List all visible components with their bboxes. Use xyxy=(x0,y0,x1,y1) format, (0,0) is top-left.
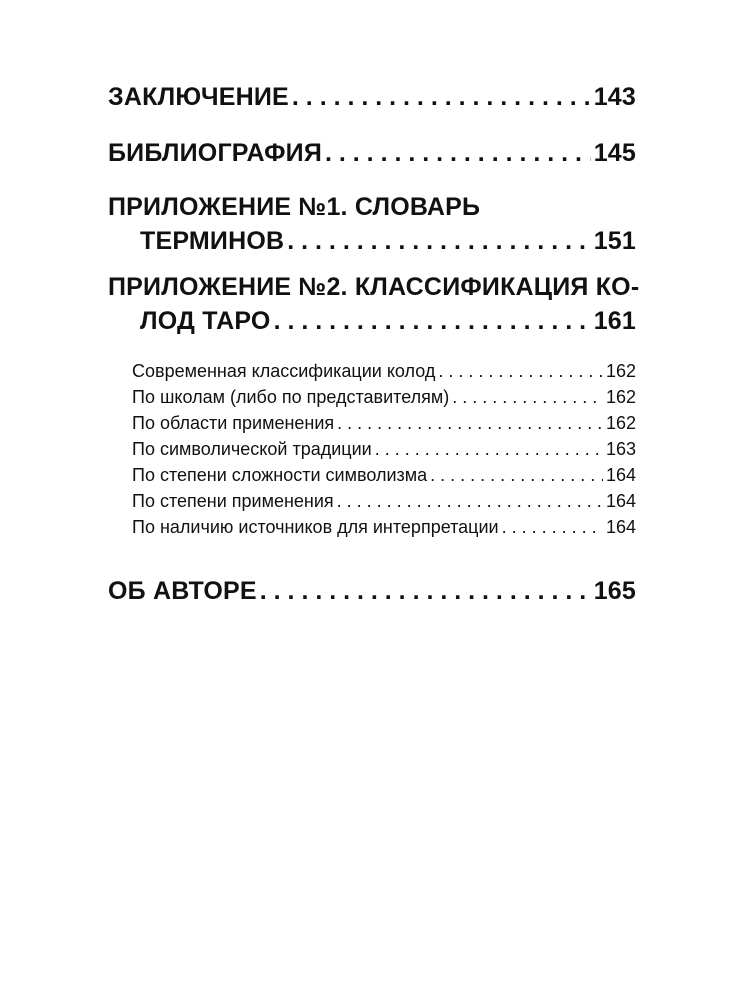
toc-subitem-title: По символической традиции xyxy=(132,439,372,459)
leader-dots xyxy=(375,436,603,462)
leader-dots xyxy=(287,224,590,258)
toc-page-number: 162 xyxy=(605,361,636,381)
toc-subitem-title: По школам (либо по представителям) xyxy=(132,387,450,407)
toc-page-number: 143 xyxy=(593,83,636,111)
toc-entry-title: ПРИЛОЖЕНИЕ №2. КЛАССИФИКАЦИЯ КО- xyxy=(108,273,640,301)
leader-dots xyxy=(438,358,603,384)
toc-page-number: 162 xyxy=(605,387,636,407)
leader-dots xyxy=(337,488,603,514)
toc-page-number: 164 xyxy=(605,465,636,485)
toc-subitem[interactable] xyxy=(132,410,636,436)
toc-subitem-title: По области применения xyxy=(132,413,335,433)
toc-subitem-title: По степени применения xyxy=(132,491,334,511)
leader-dots xyxy=(337,410,603,436)
toc-entry-ob-avtore[interactable] xyxy=(108,574,636,608)
toc-entry-title: ЗАКЛЮЧЕНИЕ xyxy=(108,83,289,111)
toc-entry-bibliografiya[interactable] xyxy=(108,136,636,170)
leader-dots xyxy=(274,304,591,338)
toc-page-number: 145 xyxy=(593,139,636,167)
toc-subitems-prilozhenie-2 xyxy=(108,358,636,540)
toc-page-number: 164 xyxy=(605,517,636,537)
toc-entry-zaklyuchenie[interactable] xyxy=(108,80,636,114)
toc-page xyxy=(108,0,640,1000)
toc-entry-title-continued: ТЕРМИНОВ xyxy=(140,227,285,255)
toc-subitem[interactable] xyxy=(132,488,636,514)
toc-entry-prilozhenie-1[interactable] xyxy=(108,190,636,258)
leader-dots xyxy=(452,384,603,410)
toc-subitem[interactable] xyxy=(132,514,636,540)
toc-entry-title: ОБ АВТОРЕ xyxy=(108,577,257,605)
toc-entry-prilozhenie-2[interactable] xyxy=(108,270,640,338)
toc-entry-title: БИБЛИОГРАФИЯ xyxy=(108,139,322,167)
toc-page-number: 162 xyxy=(605,413,636,433)
toc-page-number: 151 xyxy=(593,227,636,255)
toc-subitem-title: По наличию источников для интерпретации xyxy=(132,517,499,537)
toc-subitem[interactable] xyxy=(132,358,636,384)
toc-subitem[interactable] xyxy=(132,462,636,488)
leader-dots xyxy=(430,462,603,488)
toc-subitem[interactable] xyxy=(132,384,636,410)
toc-page-number: 164 xyxy=(605,491,636,511)
toc-page-number: 163 xyxy=(605,439,636,459)
toc-entry-title: ПРИЛОЖЕНИЕ №1. СЛОВАРЬ xyxy=(108,193,481,221)
toc-subitem[interactable] xyxy=(132,436,636,462)
leader-dots xyxy=(502,514,603,540)
toc-subitem-title: По степени сложности символизма xyxy=(132,465,428,485)
toc-page-number: 161 xyxy=(593,307,636,335)
toc-subitem-title: Современная классификации колод xyxy=(132,361,436,381)
toc-entry-title-continued: ЛОД ТАРО xyxy=(140,307,271,335)
toc-page-number: 165 xyxy=(593,577,636,605)
leader-dots xyxy=(325,136,591,170)
leader-dots xyxy=(260,574,591,608)
leader-dots xyxy=(292,80,591,114)
